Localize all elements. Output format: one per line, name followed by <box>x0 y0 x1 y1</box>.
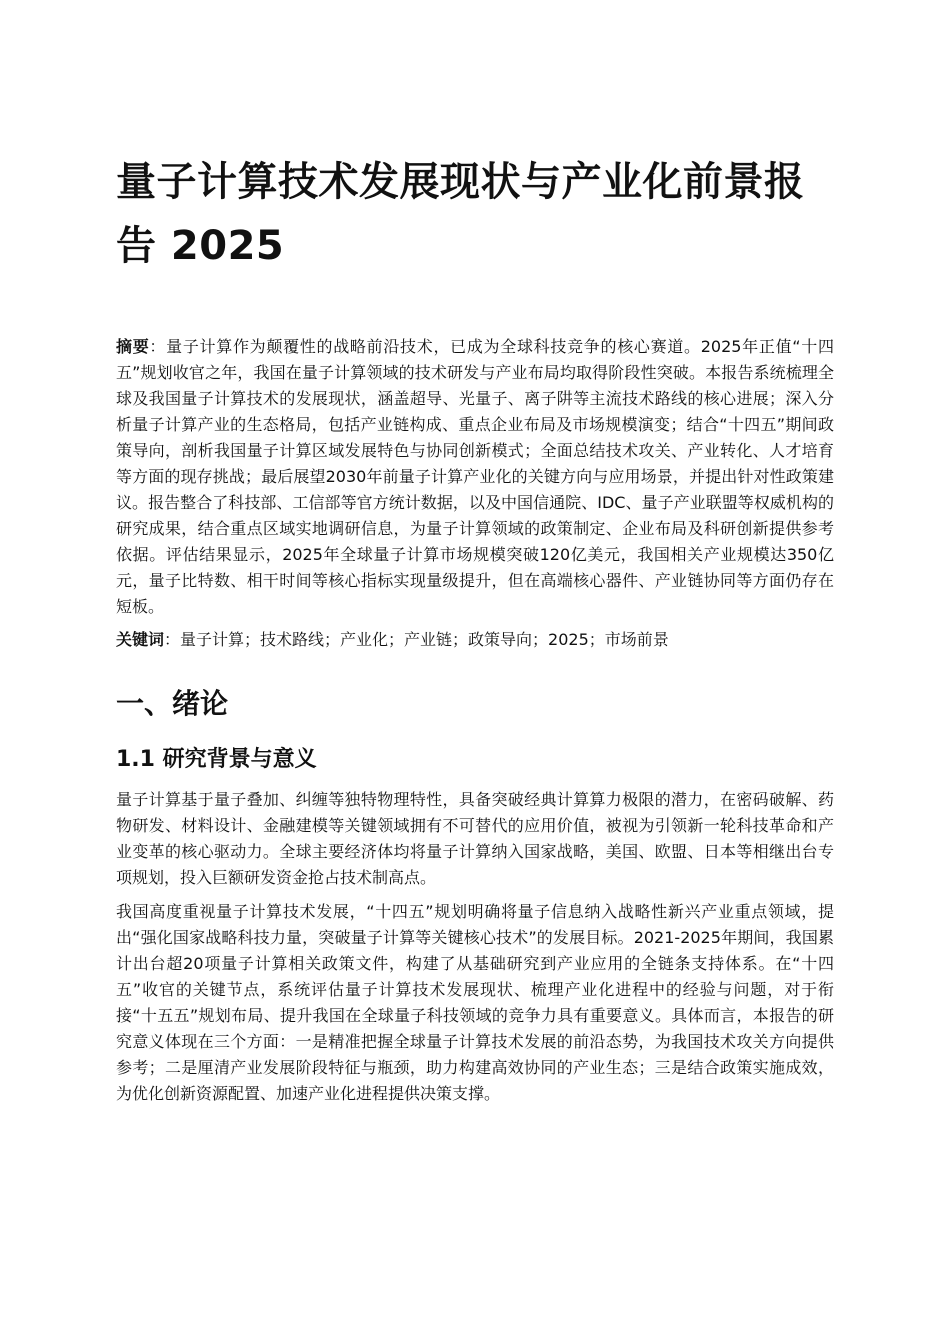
keywords-separator: ： <box>164 630 181 649</box>
body-paragraph: 量子计算基于量子叠加、纠缠等独特物理特性，具备突破经典计算算力极限的潜力，在密码破解、药物研发、材料设计、金融建模等关键领域拥有不可替代的应用价值，被视为引领新一轮科技革命和产业变革的核心驱动力。全球主要经济体均将量子计算纳入国家战略，美国、欧盟、日本等相继出台专项规划，投入巨额研发资金抢占技术制高点。 <box>116 790 834 887</box>
abstract-paragraph <box>116 334 834 620</box>
body-paragraph: 我国高度重视量子计算技术发展，“十四五”规划明确将量子信息纳入战略性新兴产业重点领域，提出“强化国家战略科技力量，突破量子计算等关键核心技术”的发展目标。2021-2025年期间，我国累计出台超20项量子计算相关政策文件，构建了从基础研究到产业应用的全链条支持体系。在“十四五”收官的关键节点，系统评估量子计算技术发展现状、梳理产业化进程中的经验与问题，对于衔接“十五五”规划布局、提升我国在全球量子科技领域的竞争力具有重要意义。具体而言，本报告的研究意义体现在三个方面：一是精准把握全球量子计算技术发展的前沿态势，为我国技术攻关方向提供参考；二是厘清产业发展阶段特征与瓶颈，助力构建高效协同的产业生态；三是结合政策实施成效，为优化创新资源配置、加速产业化进程提供决策支撑。 <box>116 902 834 1103</box>
keywords-text: 量子计算；技术路线；产业化；产业链；政策导向；2025；市场前景 <box>180 630 669 649</box>
document-title: 量子计算技术发展现状与产业化前景报告 2025 <box>116 159 805 269</box>
abstract-text: 量子计算作为颠覆性的战略前沿技术，已成为全球科技竞争的核心赛道。2025年正值“十四五”规划收官之年，我国在量子计算领域的技术研发与产业布局均取得阶段性突破。本报告系统梳理全球及我国量子计算技术的发展现状，涵盖超导、光量子、离子阱等主流技术路线的核心进展；深入分析量子计算产业的生态格局，包括产业链构成、重点企业布局及市场规模演变；结合“十四五”期间政策导向，剖析我国量子计算区域发展特色与协同创新模式；全面总结技术攻关、产业转化、人才培育等方面的现存挑战；最后展望2030年前量子计算产业化的关键方向与应用场景，并提出针对性政策建议。报告整合了科技部、工信部等官方统计数据，以及中国信通院、IDC、量子产业联盟等权威机构的研究成果，结合重点区域实地调研信息，为量子计算领域的政策制定、企业布局及科研创新提供参考依据。评估结果显示，2025年全球量子计算市场规模突破120亿美元，我国相关产业规模达350亿元，量子比特数、相干时间等核心指标实现量级提升，但在高端核心器件、产业链协同等方面仍存在短板。 <box>116 337 834 616</box>
section-heading-introduction: 一、绪论 <box>116 687 229 720</box>
abstract-separator: ： <box>149 337 167 356</box>
keywords-paragraph <box>116 627 834 653</box>
subsection-heading-background: 1.1 研究背景与意义 <box>116 747 317 772</box>
keywords-label: 关键词 <box>116 630 165 649</box>
abstract-label: 摘要 <box>116 337 150 356</box>
